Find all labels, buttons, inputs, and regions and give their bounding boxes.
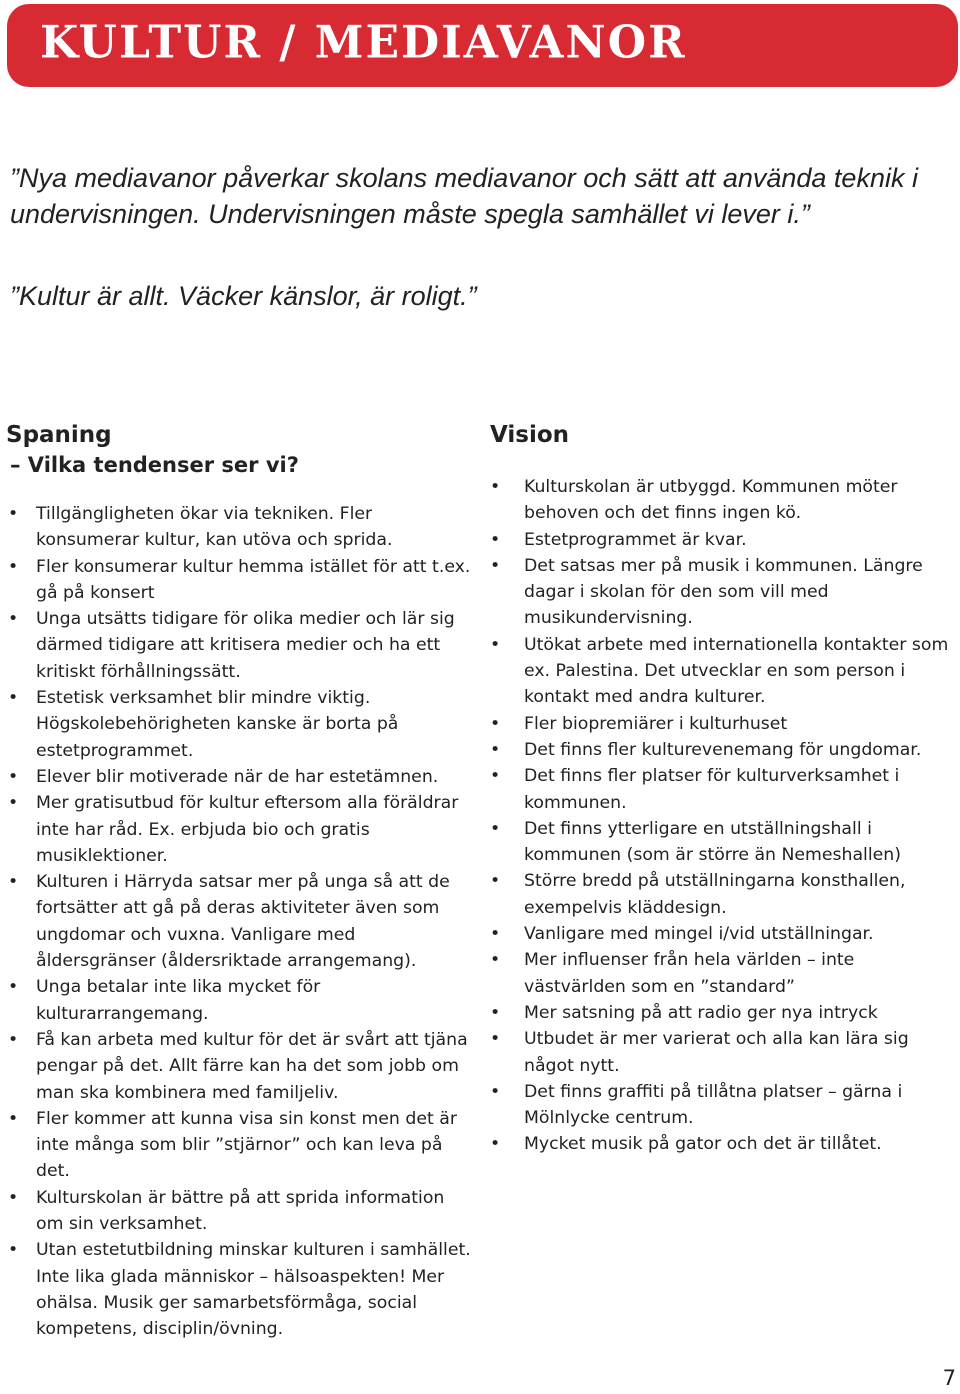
list-item [490,711,958,737]
quote-1: ”Nya mediavanor påverkar skolans mediavanor och sätt att använda teknik i undervisningen. Undervisningen måste spegla samhället vi lever i.” [10,163,918,229]
list-item-text: Kulturskolan är utbyggd. Kommunen möter behoven och det finns ingen kö. [524,477,898,524]
list-item [490,947,958,1000]
bullet-icon: • [490,871,501,892]
list-item [6,869,476,974]
list-item [490,1026,958,1079]
list-item [6,554,476,607]
list-item-text: Utan estetutbildning minskar kulturen i samhället. Inte lika glada människor – hälsoaspekten! Mer ohälsa. Musik ger samarbetsförmåga, social kompetens, disciplin/övning. [36,1240,471,1340]
bullet-icon: • [490,950,501,971]
bullet-icon: • [8,1240,19,1261]
list-item-text: Mer gratisutbud för kultur eftersom alla föräldrar inte har råd. Ex. erbjuda bio och gratis musiklektioner. [36,793,459,866]
list-item-text: Få kan arbeta med kultur för det är svårt att tjäna pengar på det. Allt färre kan ha det som jobb om man ska kombinera med familjeliv. [36,1029,468,1103]
spaning-subheading: – Vilka tendenser ser vi? [10,453,299,477]
spaning-heading: Spaning [6,422,112,448]
bullet-icon: • [490,766,501,787]
list-item [490,816,958,869]
list-item-text: Det finns ytterligare en utställningshall i kommunen (som är större än Nemeshallen) [524,818,901,866]
title-banner [7,4,958,87]
list-item-text: Fler biopremiärer i kulturhuset [524,713,788,734]
list-item-text: Fler kommer att kunna visa sin konst men det är inte många som blir ”stjärnor” och kan leva på det. [36,1108,457,1182]
bullet-icon: • [490,634,501,655]
list-item-text: Kulturen i Härryda satsar mer på unga så att de fortsätter att gå på deras aktiviteter även som ungdomar och vuxna. Vanligare med åldersgränser (åldersriktade arrangemang). [36,872,450,972]
list-item-text: Mer satsning på att radio ger nya intryck [524,1002,878,1023]
list-item [490,553,958,632]
bullet-icon: • [490,477,501,497]
bullet-icon: • [490,1134,501,1155]
bullet-icon: • [490,555,501,576]
bullet-icon: • [8,1187,19,1208]
spaning-list [6,501,476,1343]
vision-heading: Vision [490,422,570,448]
list-item-text: Estetisk verksamhet blir mindre viktig. Högskolebehörigheten kanske är borta på estetprogrammet. [36,688,399,761]
list-item [490,868,958,921]
list-item-text: Större bredd på utställningarna konsthallen, exempelvis kläddesign. [524,871,906,918]
bullet-icon: • [490,818,501,839]
bullet-icon: • [8,1029,19,1050]
bullet-icon: • [490,1081,501,1102]
list-item-text: Mer influenser från hela världen – inte västvärlden som en ”standard” [524,950,855,997]
list-item [6,790,476,869]
list-item-text: Unga utsätts tidigare för olika medier och lär sig därmed tidigare att kritisera medier och ha ett kritiskt förhållningssätt. [36,609,455,682]
bullet-icon: • [8,504,19,524]
list-item-text: Det satsas mer på musik i kommunen. Längre dagar i skolan för den som vill med musikundervisning. [524,555,923,629]
vision-column [490,420,958,1158]
list-item-text: Elever blir motiverade när de har estetämnen. [36,766,439,787]
page-title: KULTUR / MEDIAVANOR [40,16,687,69]
bullet-icon: • [490,739,501,760]
list-item-text: Tillgängligheten ökar via tekniken. Fler konsumerar kultur, kan utöva och sprida. [36,504,393,551]
page-number: 7 [942,1366,956,1390]
bullet-icon: • [490,713,501,734]
list-item [6,764,476,790]
bullet-icon: • [490,1002,501,1023]
bullet-icon: • [8,793,19,814]
bullet-icon: • [490,1029,501,1050]
quote-2: ”Kultur är allt. Väcker känslor, är roligt.” [10,281,477,311]
list-item-text: Utökat arbete med internationella kontakter som ex. Palestina. Det utvecklar en som person i kontakt med andra kulturer. [524,634,949,708]
bullet-icon: • [8,872,19,893]
list-item [490,632,958,711]
list-item [490,1000,958,1026]
list-item [6,1106,476,1185]
bullet-icon: • [8,556,19,577]
bullet-icon: • [8,977,19,998]
bullet-icon: • [490,529,501,550]
spaning-column [6,420,476,1343]
bullet-icon: • [8,688,19,709]
bullet-icon: • [8,1108,19,1129]
list-item-text: Kulturskolan är bättre på att sprida information om sin verksamhet. [36,1187,445,1235]
list-item-text: Det finns fler platser för kulturverksamhet i kommunen. [524,766,900,813]
list-item [6,974,476,1027]
list-item [6,501,476,554]
list-item [6,1237,476,1342]
vision-list [490,474,958,1158]
list-item-text: Utbudet är mer varierat och alla kan lära sig något nytt. [524,1029,909,1076]
list-item [490,1131,958,1157]
list-item [490,921,958,947]
list-item-text: Mycket musik på gator och det är tillåtet. [524,1134,882,1155]
bullet-icon: • [8,609,19,630]
list-item [490,763,958,816]
bullet-icon: • [490,924,501,945]
list-item [6,1185,476,1238]
list-item-text: Unga betalar inte lika mycket för kulturarrangemang. [36,977,321,1024]
list-item-text: Vanligare med mingel i/vid utställningar. [524,924,874,945]
list-item-text: Det finns graffiti på tillåtna platser – gärna i Mölnlycke centrum. [524,1081,903,1129]
list-item [490,737,958,763]
list-item-text: Det finns fler kulturevenemang för ungdomar. [524,739,922,760]
list-item-text: Estetprogrammet är kvar. [524,529,747,550]
list-item [490,527,958,553]
list-item [6,685,476,764]
list-item [6,1027,476,1106]
list-item [490,1079,958,1132]
list-item [6,606,476,685]
bullet-icon: • [8,766,19,787]
list-item [490,474,958,527]
list-item-text: Fler konsumerar kultur hemma istället för att t.ex. gå på konsert [36,556,471,603]
